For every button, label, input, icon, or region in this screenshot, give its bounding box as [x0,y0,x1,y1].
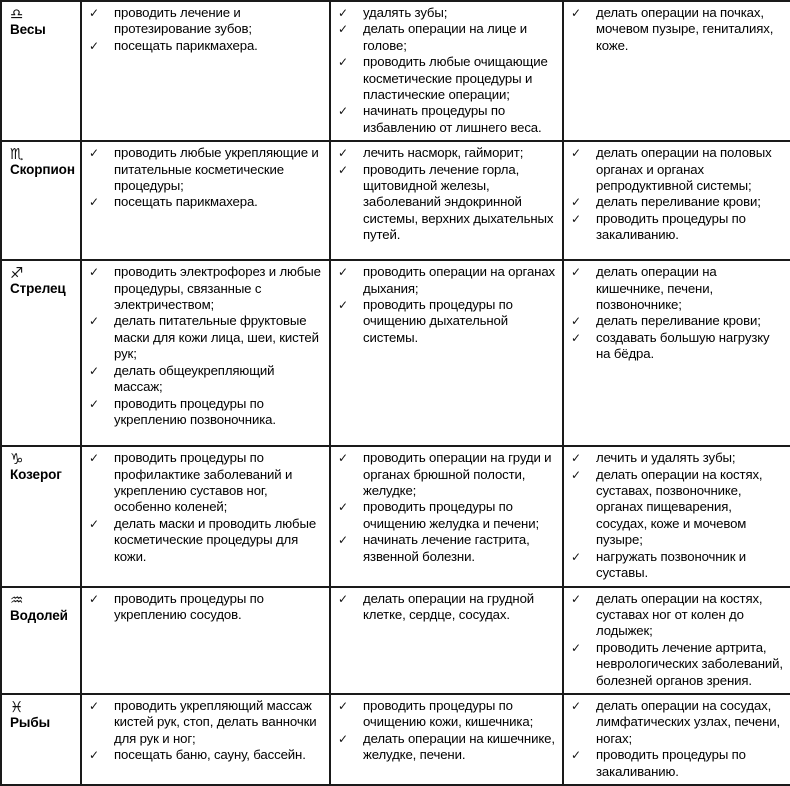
recommendation-cell-1 [81,141,330,260]
check-mark-icon [337,532,363,548]
list-item [337,698,556,731]
list-item [570,211,784,244]
list-item [570,330,784,363]
pisces-symbol-icon: ♓ [10,697,24,716]
list-item-label: проводить процедуры по профилактике заболеваний и укреплению суставов ног, особенно коленей; [114,450,293,515]
list-item-label: создавать большую нагрузку на бёдра. [596,329,770,362]
recommendation-cell-2 [330,260,563,446]
recommendation-list [88,264,323,428]
list-item-label: проводить лечение артрита, неврологических заболеваний, болезней органов зрения. [596,639,783,688]
list-item-label: проводить любые укрепляющие и питательные косметические процедуры; [114,145,319,194]
recommendation-cell-2 [330,694,563,785]
list-item [337,499,556,532]
check-mark-icon [337,162,363,178]
zodiac-sign-name: Весы [10,22,46,37]
list-item-label: лечить и удалять зубы; [596,450,736,466]
zodiac-sign-cell [1,446,81,586]
list-item [570,467,784,549]
recommendation-cell-2 [330,587,563,694]
zodiac-sign-cell [1,1,81,141]
check-mark-icon [88,5,114,21]
list-item [88,591,323,624]
list-item [337,591,556,624]
check-mark-icon [337,54,363,70]
zodiac-sign-name: Козерог [10,467,62,483]
list-item-label: делать операции на костях, суставах ног от колен до лодыжек; [596,590,763,639]
recommendation-list [88,591,323,624]
table-row [1,1,790,141]
recommendation-cell-1 [81,446,330,586]
check-mark-icon [337,591,363,607]
check-mark-icon [570,698,596,714]
list-item-label: делать операции на костях, суставах, позвоночнике, органах пищеварения, сосудах, коже и мочевом пузыре; [596,466,763,548]
recommendation-list [337,591,556,624]
recommendation-list [570,698,784,780]
list-item [88,194,323,210]
recommendation-list [88,450,323,565]
check-mark-icon [570,313,596,329]
check-mark-icon [337,731,363,747]
list-item [337,145,556,161]
list-item [337,54,556,103]
table-row [1,587,790,694]
recommendation-cell-3 [563,141,790,260]
recommendation-cell-3 [563,587,790,694]
recommendation-list [570,145,784,243]
list-item-label: проводить процедуры по укреплению сосудов. [114,590,264,622]
recommendation-list [88,698,323,764]
check-mark-icon [88,747,114,763]
sagittarius-symbol-icon: ♐ [10,264,24,283]
list-item [88,396,323,429]
list-item-label: проводить лечение горла, щитовидной железы, заболеваний эндокринной системы, верхних дыхательных путей. [363,161,554,243]
recommendation-list [570,5,784,54]
check-mark-icon [337,103,363,119]
list-item-label: начинать лечение гастрита, язвенной болезни. [363,532,530,564]
list-item [88,516,323,565]
check-mark-icon [570,450,596,466]
list-item-label: проводить процедуры по укреплению позвоночника. [114,395,276,427]
recommendation-list [88,145,323,211]
list-item-label: делать операции на грудной клетке, сердце, сосудах. [363,590,535,622]
list-item-label: делать операции на сосудах, лимфатических узлах, печени, ногах; [596,697,781,746]
list-item-label: посещать баню, сауну, бассейн. [114,747,306,763]
recommendation-list [337,5,556,136]
table-row [1,141,790,260]
list-item-label: проводить операции на органах дыхания; [363,264,556,296]
recommendation-list [337,698,556,764]
check-mark-icon [88,450,114,466]
list-item [337,5,556,21]
list-item [88,264,323,313]
list-item [570,264,784,313]
check-mark-icon [88,591,114,607]
check-mark-icon [570,330,596,346]
list-item-label: проводить укрепляющий массаж кистей рук, стоп, делать ванночки для рук и ног; [114,697,317,746]
zodiac-sign-cell [1,587,81,694]
recommendation-list [570,591,784,689]
list-item-label: проводить процедуры по закаливанию. [596,210,746,243]
recommendation-cell-3 [563,260,790,446]
list-item [570,450,784,466]
list-item-label: лечить насморк, гайморит; [363,145,524,161]
list-item-label: нагружать позвоночник и суставы. [596,548,747,581]
recommendation-list [88,5,323,54]
check-mark-icon [337,698,363,714]
check-mark-icon [570,5,596,21]
list-item-label: проводить лечение и протезирование зубов; [114,5,252,37]
list-item-label: проводить процедуры по очищению кожи, кишечника; [363,697,534,730]
list-item [337,731,556,764]
list-item-label: проводить процедуры по очищению дыхательной системы. [363,297,513,345]
check-mark-icon [88,363,114,379]
zodiac-sign-name: Стрелец [10,281,66,297]
recommendation-cell-3 [563,1,790,141]
recommendation-cell-1 [81,694,330,785]
check-mark-icon [570,747,596,763]
check-mark-icon [570,211,596,227]
check-mark-icon [88,698,114,714]
list-item-label: посещать парикмахера. [114,37,258,53]
list-item-label: начинать процедуры по избавлению от лишнего веса. [363,103,542,135]
list-item [88,145,323,194]
list-item [570,145,784,194]
check-mark-icon [88,194,114,210]
check-mark-icon [88,516,114,532]
list-item-label: делать операции на лице и голове; [363,21,528,53]
list-item-label: делать операции на кишечнике, печени, позвоночнике; [596,264,717,313]
recommendation-list [337,145,556,243]
table-row [1,446,790,586]
recommendation-list [570,264,784,362]
recommendation-list [337,264,556,346]
table-row [1,694,790,785]
libra-symbol-icon: ♎ [10,5,24,23]
list-item-label: удалять зубы; [363,5,448,20]
recommendation-cell-2 [330,141,563,260]
zodiac-sign-name: Водолей [10,607,68,623]
list-item [570,698,784,747]
list-item [570,591,784,640]
list-item [570,194,784,210]
list-item [88,313,323,362]
list-item [88,698,323,747]
check-mark-icon [570,145,596,161]
list-item-label: проводить любые очищающие косметические процедуры и пластические операции; [363,54,548,103]
check-mark-icon [337,5,363,21]
list-item [337,532,556,565]
list-item-label: делать переливание крови; [596,313,761,329]
recommendation-list [337,450,556,565]
list-item-label: проводить процедуры по очищению желудка и печени; [363,499,540,531]
list-item [337,162,556,244]
list-item [88,450,323,516]
list-item-label: делать операции на кишечнике, желудке, печени. [363,730,555,763]
zodiac-sign-cell [1,141,81,260]
recommendation-cell-3 [563,694,790,785]
list-item [337,297,556,346]
check-mark-icon [337,264,363,280]
list-item [88,38,323,54]
recommendation-list [570,450,784,581]
check-mark-icon [570,264,596,280]
list-item [337,450,556,499]
list-item-label: проводить операции на груди и органах брюшной полости, желудке; [363,450,552,499]
zodiac-sign-cell [1,260,81,446]
list-item [570,5,784,54]
list-item [88,5,323,38]
table-row [1,260,790,446]
recommendation-cell-1 [81,260,330,446]
recommendation-cell-1 [81,1,330,141]
recommendation-cell-1 [81,587,330,694]
capricorn-symbol-icon: ♑ [10,450,24,469]
list-item-label: проводить электрофорез и любые процедуры, связанные с электричеством; [114,264,321,313]
list-item [88,363,323,396]
zodiac-sign-cell [1,694,81,785]
zodiac-sign-name: Рыбы [10,714,51,730]
recommendation-cell-2 [330,1,563,141]
list-item [570,747,784,780]
check-mark-icon [337,499,363,515]
recommendation-cell-3 [563,446,790,586]
check-mark-icon [88,396,114,412]
check-mark-icon [337,21,363,37]
list-item [570,313,784,329]
list-item-label: делать общеукрепляющий массаж; [114,362,275,395]
check-mark-icon [570,549,596,565]
list-item [337,264,556,297]
list-item-label: делать переливание крови; [596,194,761,210]
list-item-label: посещать парикмахера. [114,194,258,210]
check-mark-icon [88,264,114,280]
list-item [88,747,323,763]
list-item-label: делать операции на почках, мочевом пузыре, гениталиях, коже. [596,5,774,53]
check-mark-icon [337,297,363,313]
aquarius-symbol-icon: ♒ [10,590,24,609]
check-mark-icon [88,38,114,54]
table-body [1,1,790,785]
check-mark-icon [570,591,596,607]
check-mark-icon [570,194,596,210]
check-mark-icon [337,450,363,466]
list-item-label: делать операции на половых органах и органах репродуктивной системы; [596,145,772,194]
zodiac-sign-name: Скорпион [10,162,75,178]
list-item [337,103,556,136]
recommendation-cell-2 [330,446,563,586]
list-item-label: делать питательные фруктовые маски для кожи лица, шеи, кистей рук; [114,313,319,362]
check-mark-icon [88,145,114,161]
list-item [337,21,556,54]
check-mark-icon [337,145,363,161]
check-mark-icon [570,467,596,483]
list-item-label: проводить процедуры по закаливанию. [596,747,746,779]
check-mark-icon [88,313,114,329]
list-item [570,549,784,582]
list-item [570,640,784,689]
check-mark-icon [570,640,596,656]
scorpio-symbol-icon: ♏ [10,145,24,164]
list-item-label: делать маски и проводить любые косметические процедуры для кожи. [114,515,317,564]
